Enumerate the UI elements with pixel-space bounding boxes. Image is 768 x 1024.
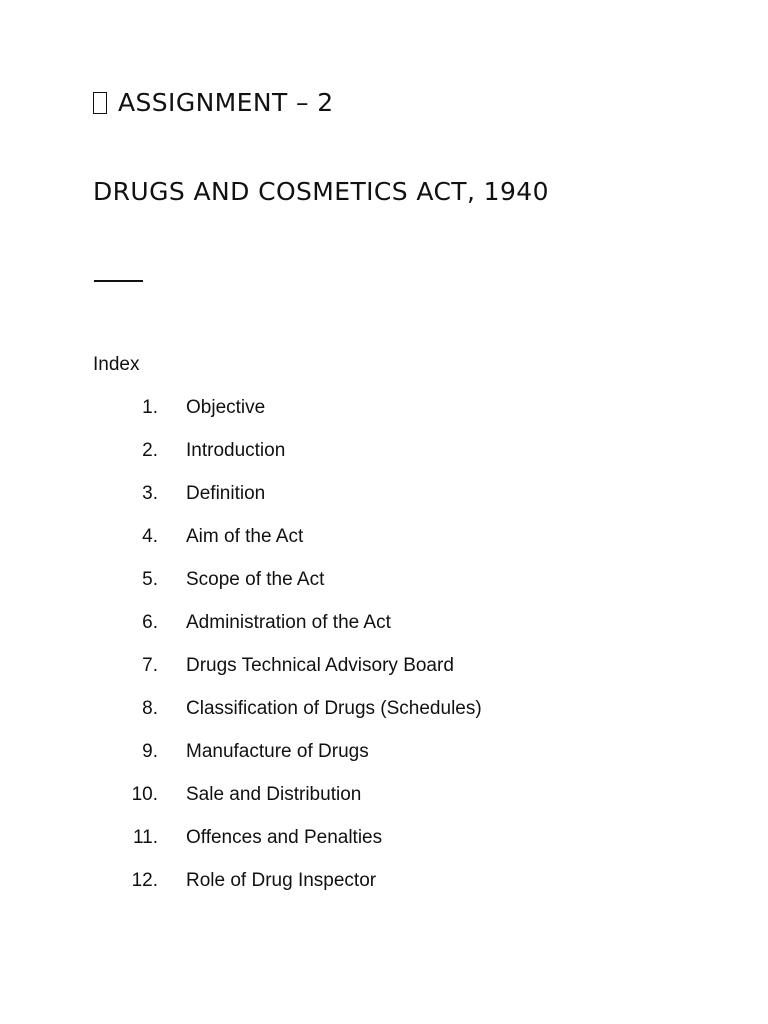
index-list (0, 398, 768, 914)
index-item-number: 4. (142, 526, 158, 547)
index-item-number: 10. (131, 784, 158, 805)
index-item (0, 742, 768, 785)
index-item (0, 699, 768, 742)
index-item-label: Role of Drug Inspector (186, 870, 377, 891)
index-item (0, 785, 768, 828)
index-item-number: 3. (142, 483, 158, 504)
index-item (0, 828, 768, 871)
index-item-number: 2. (142, 440, 158, 461)
act-title: DRUGS AND COSMETICS ACT, 1940 (93, 177, 549, 206)
index-item (0, 613, 768, 656)
index-item (0, 484, 768, 527)
index-item-label: Scope of the Act (186, 569, 325, 590)
index-item-label: Classification of Drugs (Schedules) (186, 698, 482, 719)
index-item (0, 441, 768, 484)
index-item-number: 12. (131, 870, 158, 891)
index-item-number: 7. (142, 655, 158, 676)
index-item (0, 527, 768, 570)
index-item-number: 8. (142, 698, 158, 719)
index-item-label: Aim of the Act (186, 526, 304, 547)
index-item (0, 871, 768, 914)
index-item-number: 11. (132, 827, 158, 848)
index-item-number: 5. (142, 569, 158, 590)
index-item (0, 398, 768, 441)
index-item-label: Introduction (186, 440, 286, 461)
index-item-number: 1. (142, 397, 158, 418)
index-item-label: Definition (186, 483, 266, 504)
index-item-label: Sale and Distribution (186, 784, 362, 805)
index-item-label: Administration of the Act (186, 612, 391, 633)
index-item-label: Manufacture of Drugs (186, 741, 369, 762)
index-label: Index (93, 354, 140, 375)
index-item (0, 656, 768, 699)
index-item-label: Offences and Penalties (186, 827, 383, 848)
assignment-title: ASSIGNMENT – 2 (118, 88, 334, 117)
index-item-number: 6. (142, 612, 158, 633)
index-item-label: Objective (186, 397, 266, 418)
index-item (0, 570, 768, 613)
index-item-number: 9. (142, 741, 158, 762)
missing-glyph-icon (93, 92, 107, 114)
assignment-heading (93, 90, 334, 115)
index-item-label: Drugs Technical Advisory Board (186, 655, 454, 676)
horizontal-rule (94, 280, 143, 282)
